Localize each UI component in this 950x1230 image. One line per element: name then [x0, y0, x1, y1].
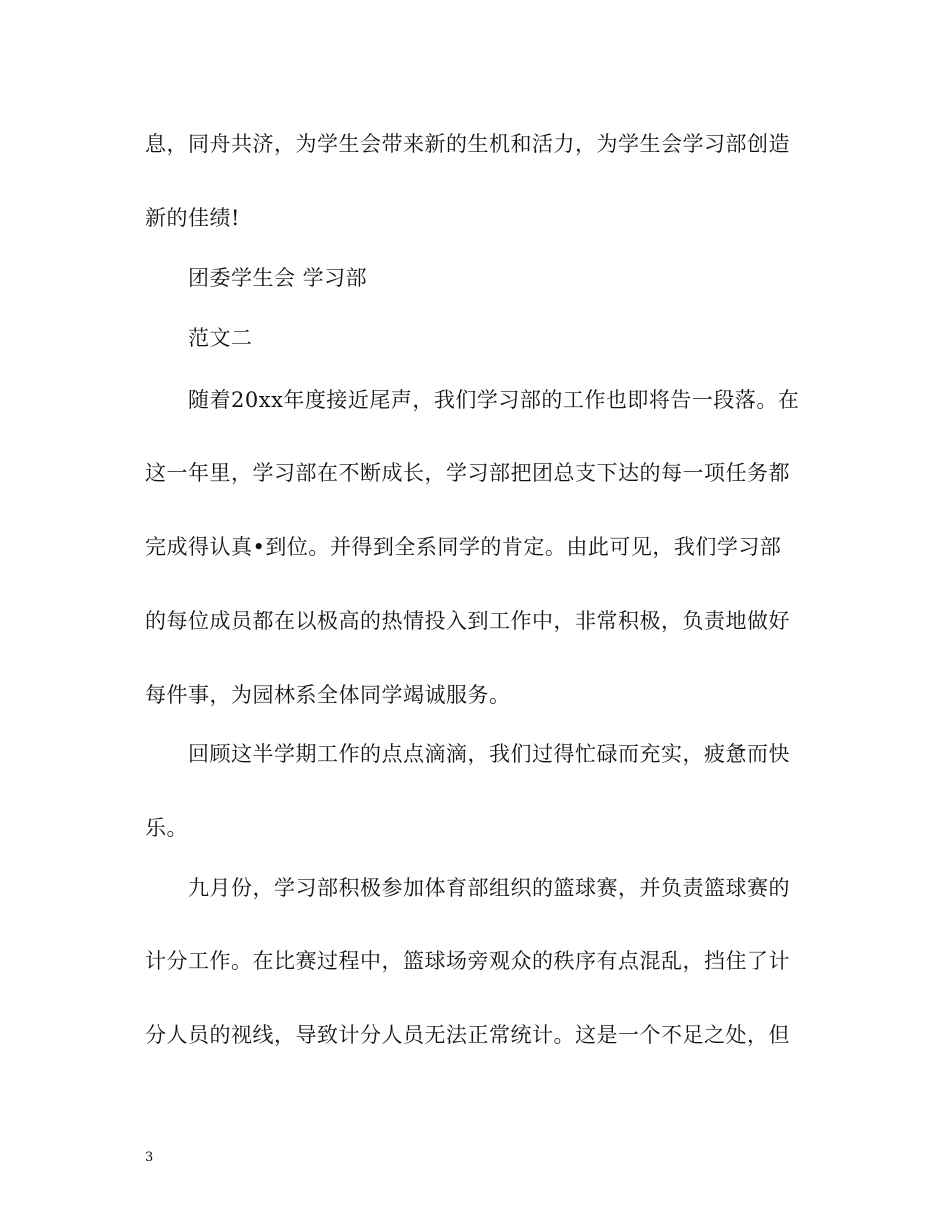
text-line: 乐。 — [145, 816, 188, 840]
text-line: 息，同舟共济，为学生会带来新的生机和活力，为学生会学习部创造 — [145, 132, 790, 156]
signature-line: 团委学生会 学习部 — [188, 266, 368, 290]
text-line: 每件事，为园林系全体同学竭诚服务。 — [145, 683, 511, 707]
text-line: 计分工作。在比赛过程中，篮球场旁观众的秩序有点混乱，挡住了计 — [145, 949, 790, 973]
paragraph-start: 九月份，学习部积极参加体育部组织的篮球赛，并负责篮球赛的 — [188, 876, 790, 900]
text-line: 的每位成员都在以极高的热情投入到工作中，非常积极，负责地做好 — [145, 609, 790, 633]
paragraph-start: 随着20xx年度接近尾声，我们学习部的工作也即将告一段落。在 — [188, 388, 800, 412]
section-heading: 范文二 — [188, 326, 253, 350]
paragraph-start: 回顾这半学期工作的点点滴滴，我们过得忙碌而充实，疲惫而快 — [188, 742, 790, 766]
text-line: 这一年里，学习部在不断成长，学习部把团总支下达的每一项任务都 — [145, 461, 790, 485]
page-number: 3 — [145, 1150, 154, 1165]
text-line: 新的佳绩! — [145, 206, 240, 230]
text-line: 完成得认真•到位。并得到全系同学的肯定。由此可见，我们学习部 — [145, 535, 782, 559]
text-line: 分人员的视线，导致计分人员无法正常统计。这是一个不足之处，但 — [145, 1023, 790, 1047]
